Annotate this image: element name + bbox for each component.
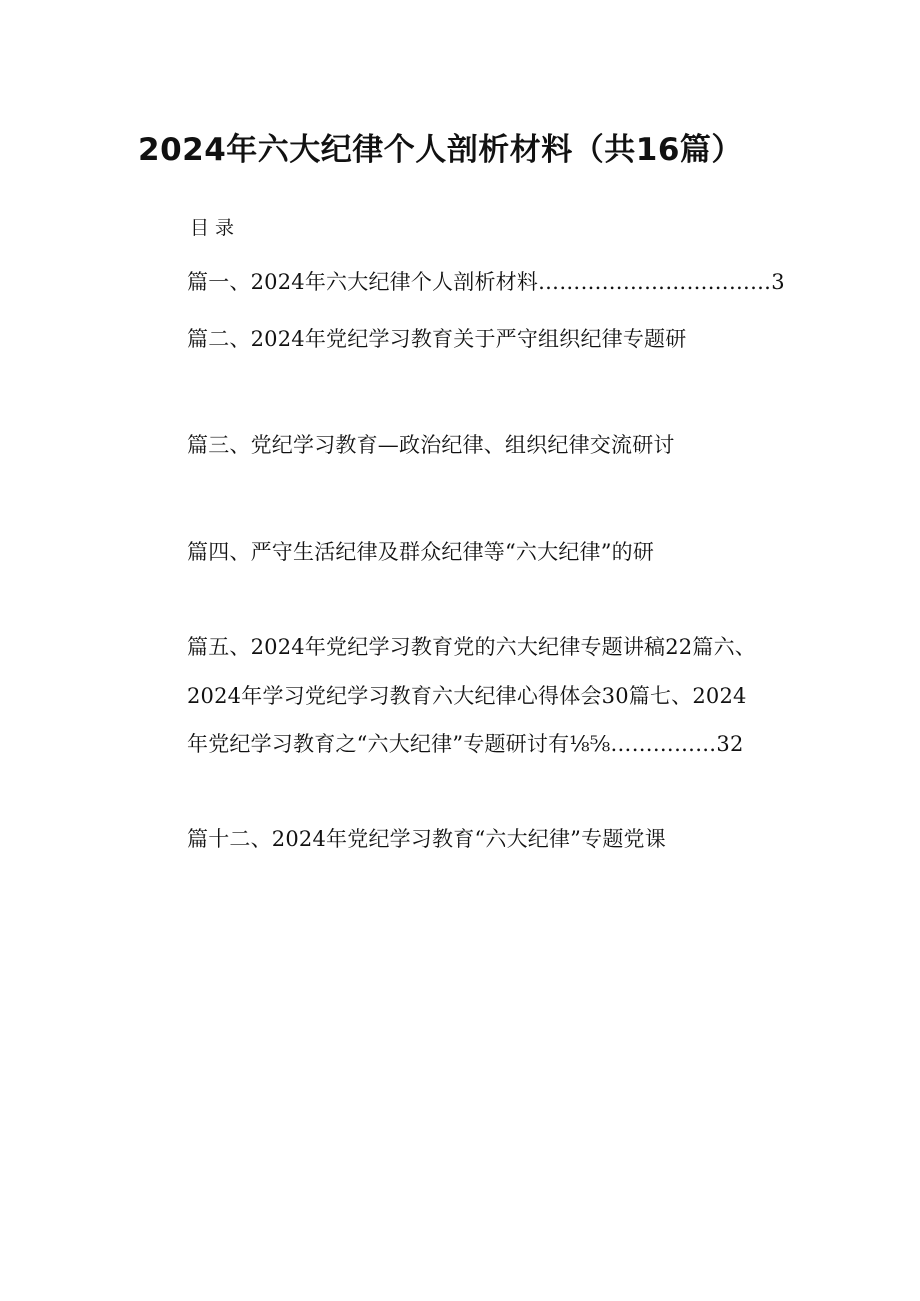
toc-entry-4[interactable]: 篇四、严守生活纪律及群众纪律等“六大纪律”的研 [187, 540, 655, 564]
toc-entry-2[interactable]: 篇二、2024年党纪学习教育关于严守组织纪律专题研 [187, 327, 687, 351]
toc-heading: 目录 [190, 217, 241, 239]
toc-entry-5[interactable]: 篇五、2024年党纪学习教育党的六大纪律专题讲稿22篇六、 [187, 635, 756, 659]
toc-entry-1[interactable]: 篇一、2024年六大纪律个人剖析材料……………………………3 [187, 270, 785, 294]
toc-entry-3[interactable]: 篇三、党纪学习教育—政治纪律、组织纪律交流研讨 [187, 433, 675, 457]
toc-entry-7[interactable]: 年党纪学习教育之“六大纪律”专题研讨有⅛⅝……………32 [187, 732, 744, 756]
toc-entry-6[interactable]: 2024年学习党纪学习教育六大纪律心得体会30篇七、2024 [187, 684, 747, 708]
toc-entry-8[interactable]: 篇十二、2024年党纪学习教育“六大纪律”专题党课 [187, 827, 666, 851]
document-title: 2024年六大纪律个人剖析材料（共16篇） [138, 132, 743, 168]
